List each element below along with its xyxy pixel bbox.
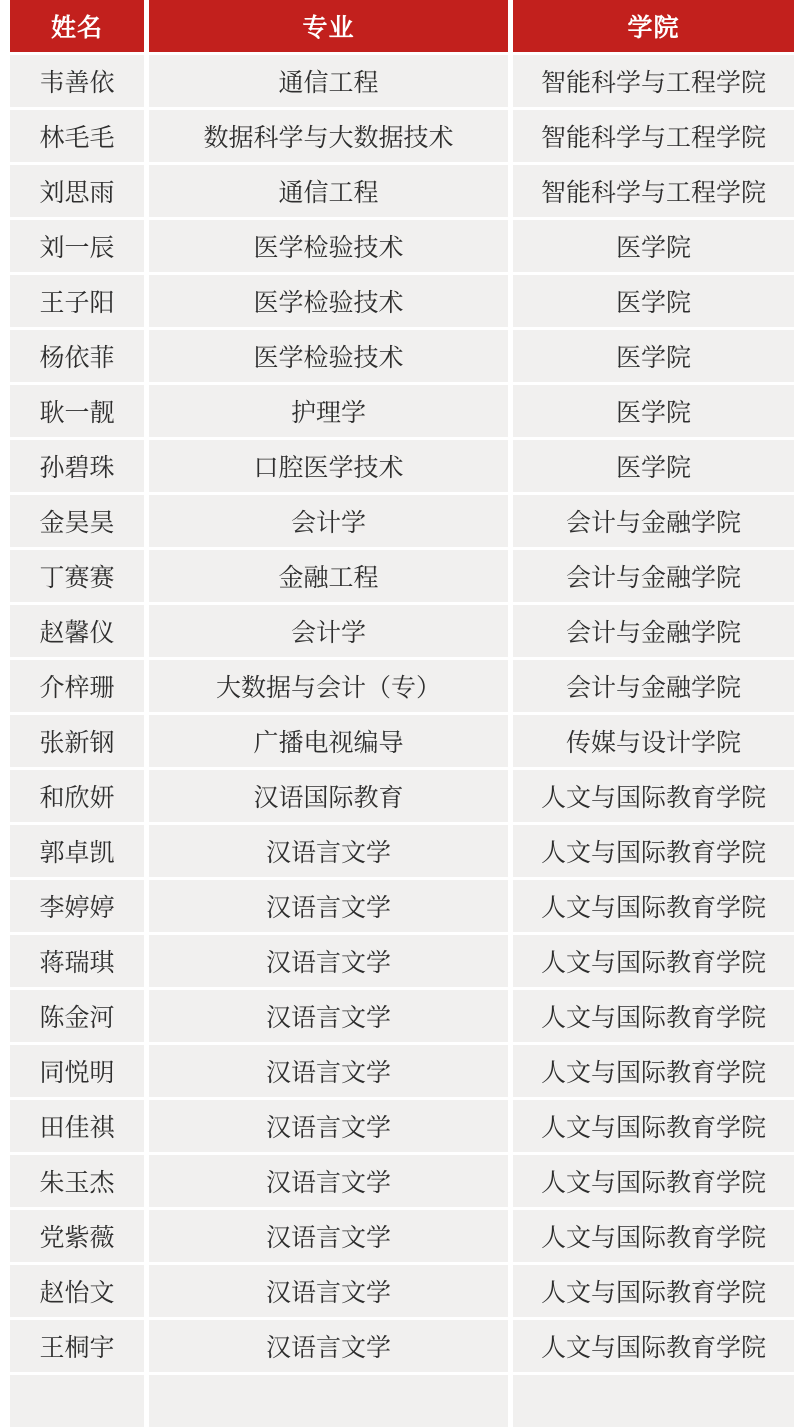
table-cell-name: 张新钢 xyxy=(10,715,144,767)
table-cell-name: 田佳祺 xyxy=(10,1100,144,1152)
table-cell-name: 和欣妍 xyxy=(10,770,144,822)
table-cell-college: 人文与国际教育学院 xyxy=(513,770,794,822)
table-cell-major: 广播电视编导 xyxy=(149,715,508,767)
table-cell-major: 汉语言文学 xyxy=(149,825,508,877)
table-cell-college: 人文与国际教育学院 xyxy=(513,1045,794,1097)
table-cell-major: 汉语言文学 xyxy=(149,1265,508,1317)
table-cell-major: 大数据与会计（专） xyxy=(149,660,508,712)
table-cell-name: 金昊昊 xyxy=(10,495,144,547)
header-cell-college: 学院 xyxy=(513,0,794,52)
table-cell-college: 人文与国际教育学院 xyxy=(513,1100,794,1152)
table-cell-major: 汉语国际教育 xyxy=(149,770,508,822)
table-cell-major: 金融工程 xyxy=(149,550,508,602)
table-cell-major: 会计学 xyxy=(149,605,508,657)
table-cell-college: 医学院 xyxy=(513,385,794,437)
table-cell-name: 王桐宇 xyxy=(10,1320,144,1372)
table-cell-major: 汉语言文学 xyxy=(149,1320,508,1372)
table-cell-name: 杨依菲 xyxy=(10,330,144,382)
table-cell-name: 朱玉杰 xyxy=(10,1155,144,1207)
table-cell-name: 李婷婷 xyxy=(10,880,144,932)
table-cell-name: 王子阳 xyxy=(10,275,144,327)
table-cell-college: 会计与金融学院 xyxy=(513,550,794,602)
clipped-row-cell xyxy=(149,1375,508,1427)
clipped-row-cell xyxy=(10,1375,144,1427)
table-cell-college: 人文与国际教育学院 xyxy=(513,1210,794,1262)
table-cell-major: 通信工程 xyxy=(149,55,508,107)
table-cell-college: 会计与金融学院 xyxy=(513,495,794,547)
table-cell-name: 刘一辰 xyxy=(10,220,144,272)
table-cell-college: 人文与国际教育学院 xyxy=(513,1265,794,1317)
table-cell-major: 汉语言文学 xyxy=(149,935,508,987)
table-cell-college: 医学院 xyxy=(513,220,794,272)
table-cell-college: 人文与国际教育学院 xyxy=(513,990,794,1042)
table-cell-name: 介梓珊 xyxy=(10,660,144,712)
table-cell-major: 护理学 xyxy=(149,385,508,437)
table-cell-major: 会计学 xyxy=(149,495,508,547)
table-cell-major: 汉语言文学 xyxy=(149,880,508,932)
table-cell-major: 医学检验技术 xyxy=(149,330,508,382)
table-cell-major: 汉语言文学 xyxy=(149,1210,508,1262)
table-cell-college: 医学院 xyxy=(513,440,794,492)
table-cell-major: 汉语言文学 xyxy=(149,1155,508,1207)
table-cell-college: 人文与国际教育学院 xyxy=(513,825,794,877)
table-cell-college: 医学院 xyxy=(513,330,794,382)
header-cell-major: 专业 xyxy=(149,0,508,52)
table-cell-college: 传媒与设计学院 xyxy=(513,715,794,767)
table-cell-name: 陈金河 xyxy=(10,990,144,1042)
table-cell-college: 人文与国际教育学院 xyxy=(513,1155,794,1207)
table-cell-name: 赵馨仪 xyxy=(10,605,144,657)
table-cell-college: 智能科学与工程学院 xyxy=(513,110,794,162)
table-cell-major: 医学检验技术 xyxy=(149,220,508,272)
table-cell-name: 韦善依 xyxy=(10,55,144,107)
table-cell-college: 人文与国际教育学院 xyxy=(513,935,794,987)
table-cell-college: 智能科学与工程学院 xyxy=(513,55,794,107)
header-cell-name: 姓名 xyxy=(10,0,144,52)
clipped-row-cell xyxy=(513,1375,794,1427)
table-cell-major: 医学检验技术 xyxy=(149,275,508,327)
table-cell-college: 人文与国际教育学院 xyxy=(513,880,794,932)
table-cell-name: 孙碧珠 xyxy=(10,440,144,492)
table-cell-major: 汉语言文学 xyxy=(149,1100,508,1152)
table-cell-name: 耿一靓 xyxy=(10,385,144,437)
table-cell-name: 丁赛赛 xyxy=(10,550,144,602)
table-cell-major: 汉语言文学 xyxy=(149,1045,508,1097)
table-cell-name: 同悦明 xyxy=(10,1045,144,1097)
table-cell-major: 通信工程 xyxy=(149,165,508,217)
table-cell-college: 会计与金融学院 xyxy=(513,660,794,712)
table-cell-college: 智能科学与工程学院 xyxy=(513,165,794,217)
table-cell-name: 党紫薇 xyxy=(10,1210,144,1262)
table-cell-name: 赵怡文 xyxy=(10,1265,144,1317)
table-cell-major: 口腔医学技术 xyxy=(149,440,508,492)
table-cell-major: 数据科学与大数据技术 xyxy=(149,110,508,162)
table-cell-college: 人文与国际教育学院 xyxy=(513,1320,794,1372)
table-cell-major: 汉语言文学 xyxy=(149,990,508,1042)
table-cell-name: 郭卓凯 xyxy=(10,825,144,877)
table-cell-name: 蒋瑞琪 xyxy=(10,935,144,987)
table-cell-college: 医学院 xyxy=(513,275,794,327)
table-cell-college: 会计与金融学院 xyxy=(513,605,794,657)
table-cell-name: 刘思雨 xyxy=(10,165,144,217)
student-table xyxy=(10,0,794,1427)
table-cell-name: 林毛毛 xyxy=(10,110,144,162)
